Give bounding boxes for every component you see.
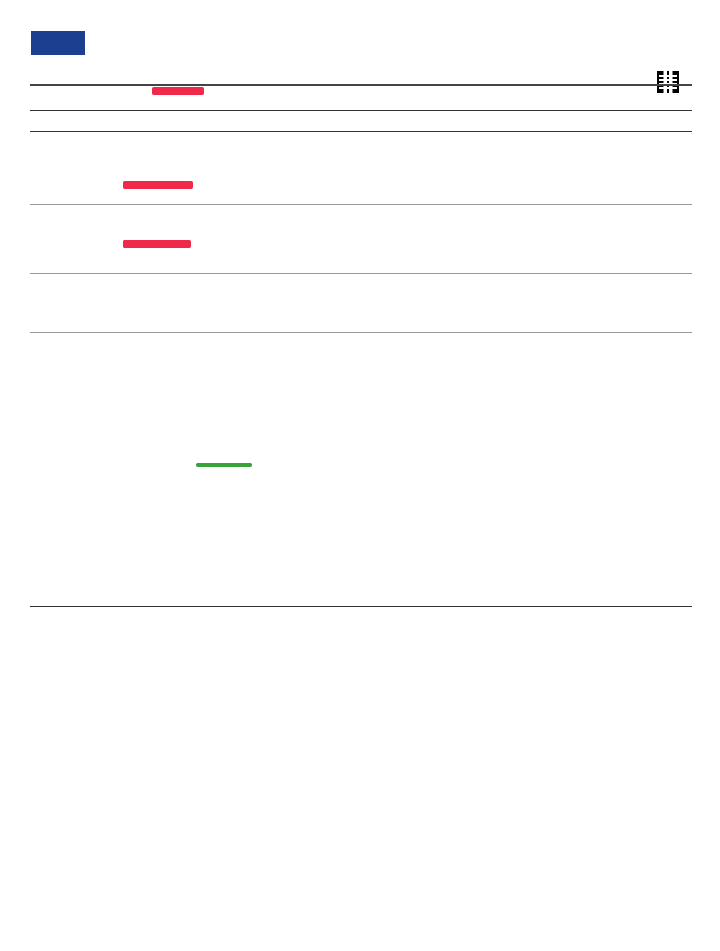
dispute-2-detail — [30, 240, 692, 251]
dispute-3-subject — [30, 293, 692, 304]
dispute-2-detail-2 — [30, 250, 692, 261]
highlight-underline — [196, 463, 252, 467]
meta-row-2 — [30, 97, 692, 108]
dispute-3-detail-2 — [30, 319, 692, 330]
dispute-2-date — [30, 208, 692, 219]
divider — [30, 84, 692, 86]
divider — [30, 131, 692, 132]
dispute-3-date — [30, 277, 692, 288]
meta-row-1 — [30, 87, 692, 98]
dispute-1-subject — [30, 166, 692, 177]
divider — [30, 110, 692, 111]
divider — [30, 273, 692, 274]
dispute-1-detail-2 — [30, 191, 692, 202]
dispute-2-subject — [30, 224, 692, 235]
divider — [30, 332, 692, 333]
dispute-1-detail — [30, 181, 692, 192]
divider — [30, 606, 692, 607]
dispute-3-detail — [30, 309, 692, 320]
dispute-1-date — [30, 150, 692, 161]
divider — [30, 204, 692, 205]
ncb-logo — [31, 31, 85, 55]
dispute-2-detail-3 — [30, 260, 692, 271]
